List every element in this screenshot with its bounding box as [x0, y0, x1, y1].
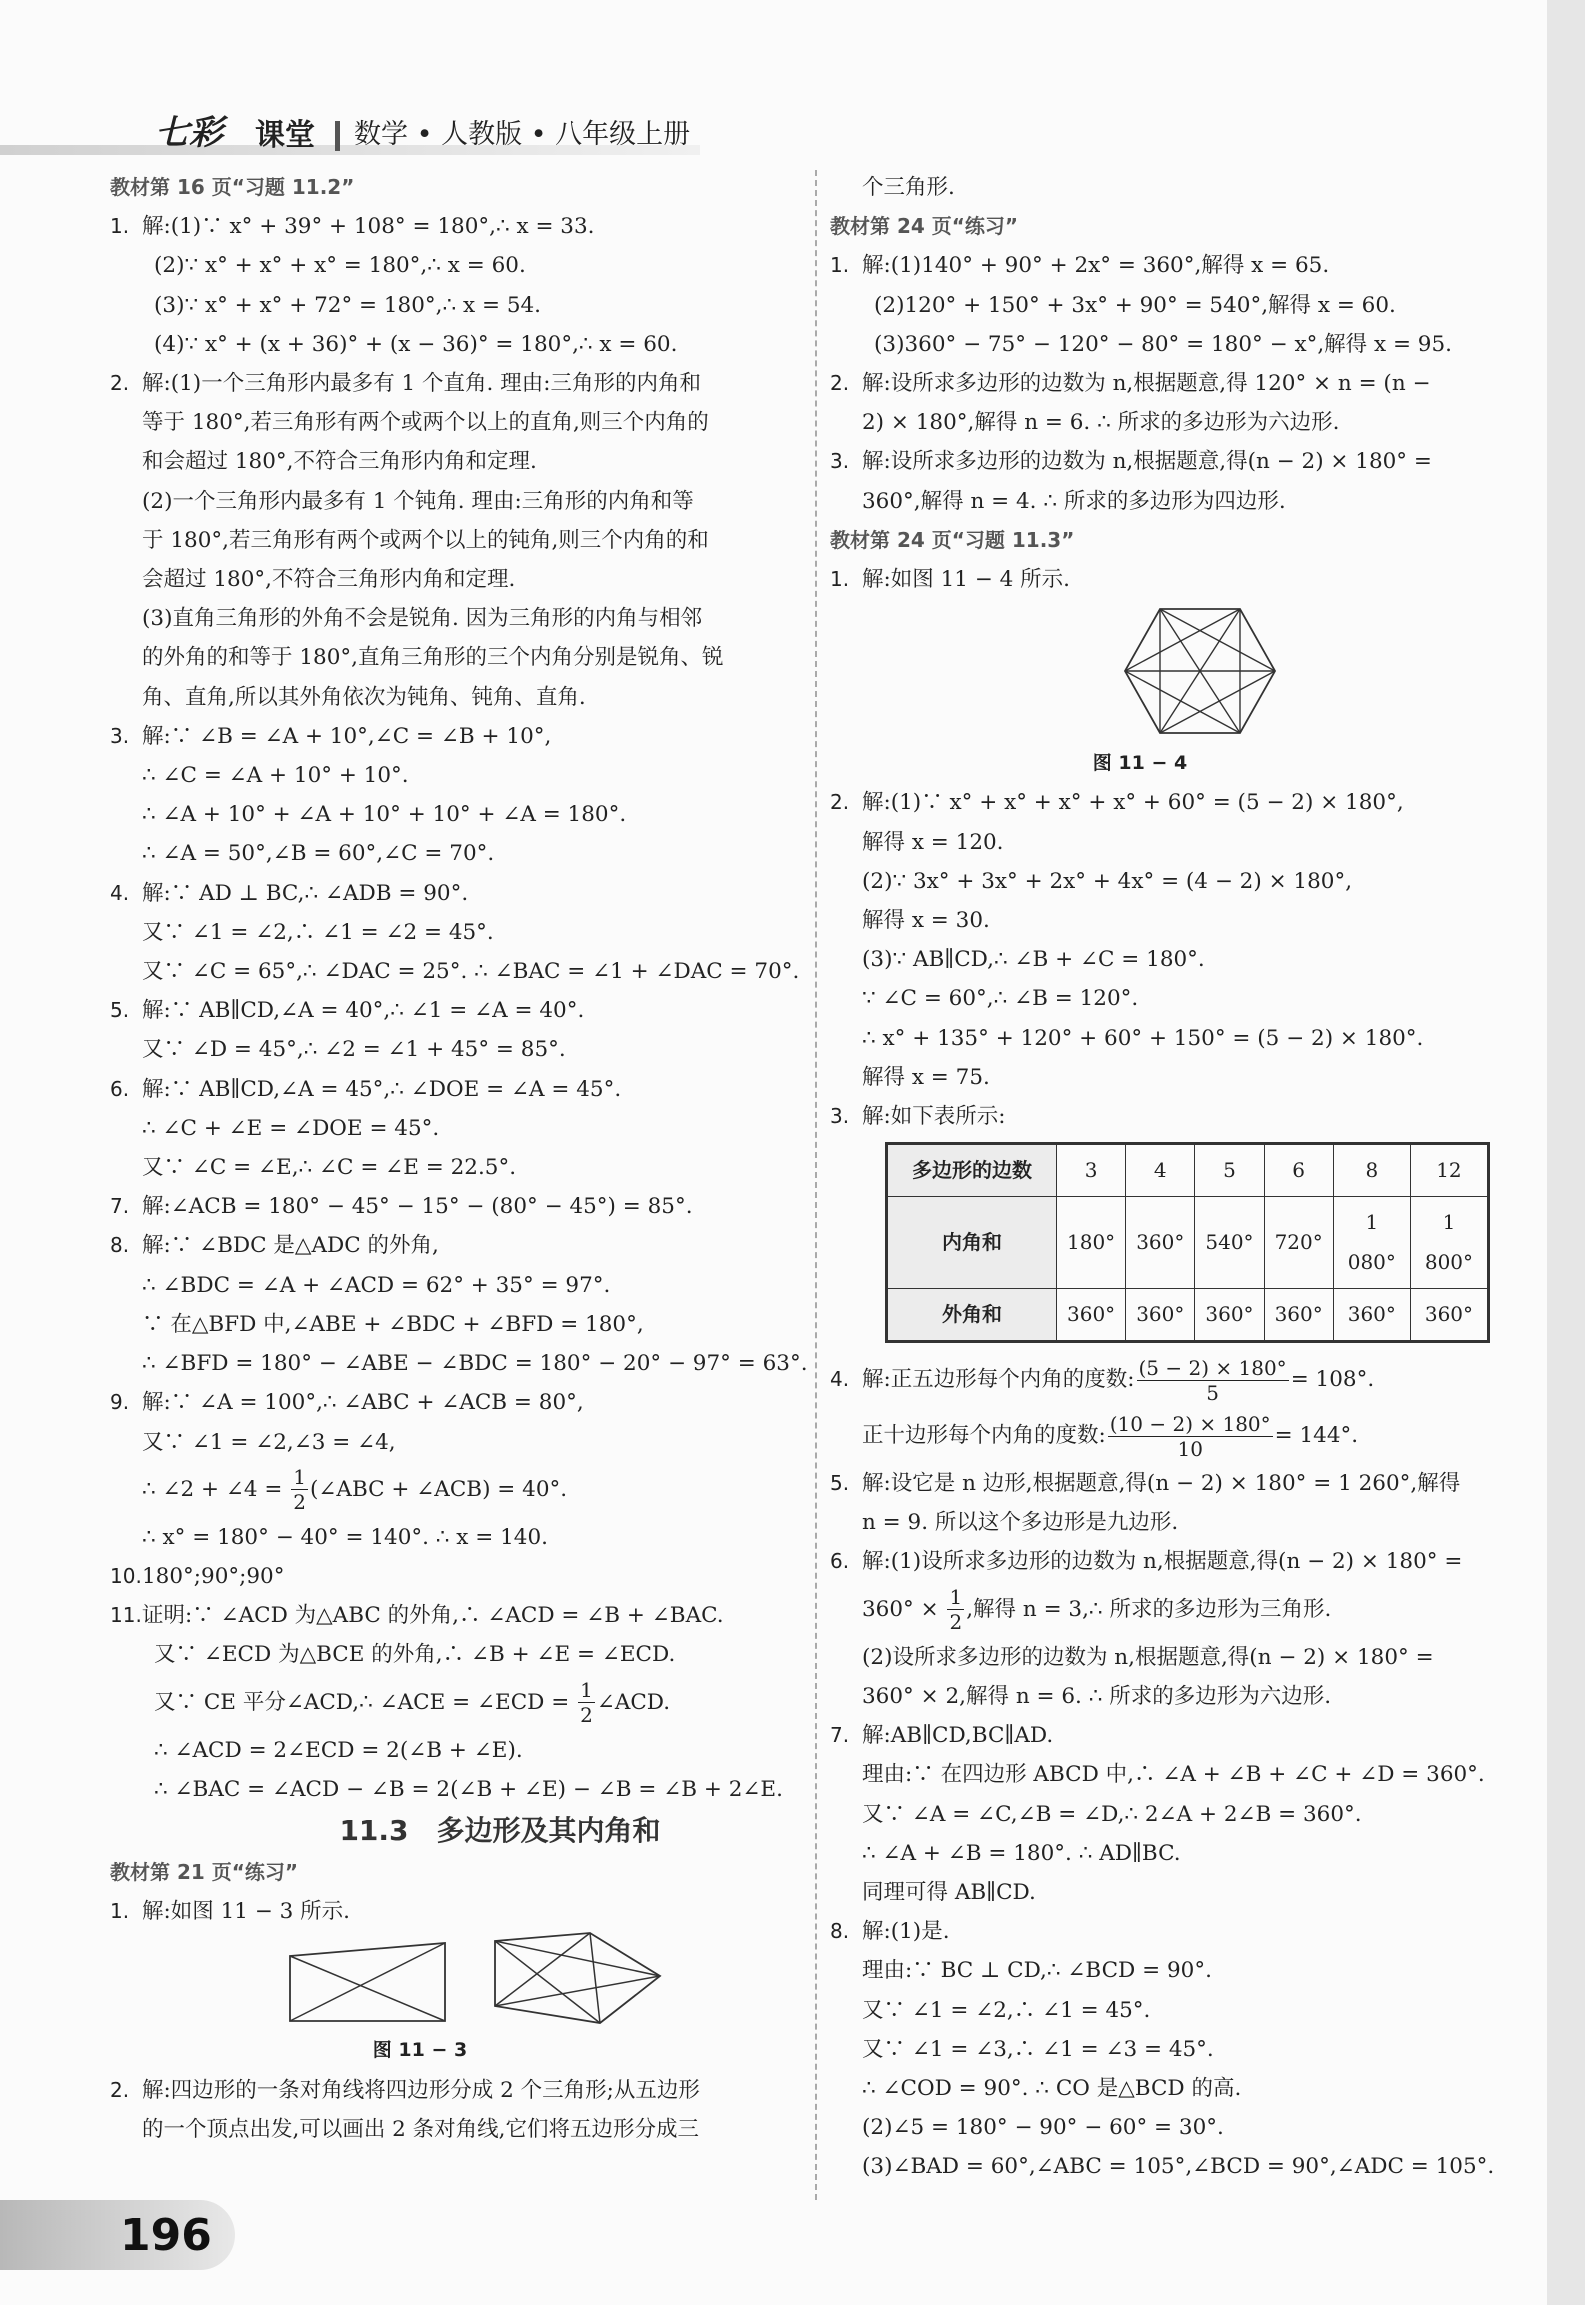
section-label: 教材第 21 页“练习” [110, 1859, 299, 1884]
table-cell: 内角和 [887, 1197, 1057, 1288]
answer-line: 2. 解:(1)一个三角形内最多有 1 个直角. 理由:三角形的内角和 [110, 371, 701, 397]
answer-line: ∵ ∠C = 60°,∴ ∠B = 120°. [862, 986, 1139, 1012]
answer-line: (2)∠5 = 180° − 90° − 60° = 30°. [862, 2115, 1224, 2141]
section-heading: 11.3 多边形及其内角和 [339, 1813, 661, 1847]
table-cell: 180° [1057, 1197, 1126, 1288]
answer-line: 理由:∵ 在四边形 ABCD 中,∴ ∠A + ∠B + ∠C + ∠D = 360°. [862, 1762, 1485, 1788]
answer-line: 又∵ ∠D = 45°,∴ ∠2 = ∠1 + 45° = 85°. [142, 1037, 566, 1063]
answer-line: (3)直角三角形的外角不会是锐角. 因为三角形的内角与相邻 [142, 606, 703, 632]
answer-line: 1. 解:(1)140° + 90° + 2x° = 360°,解得 x = 65. [830, 253, 1330, 279]
answer-line: ∴ ∠A = 50°,∠B = 60°,∠C = 70°. [142, 841, 495, 867]
header [0, 100, 720, 160]
answer-line: 7. 解:∠ACB = 180° − 45° − 15° − (80° − 45°) = 85°. [110, 1194, 693, 1220]
table-cell: 360° [1333, 1288, 1410, 1341]
answer-line: (2)∵ x° + x° + x° = 180°,∴ x = 60. [154, 253, 526, 279]
right-column [830, 168, 1495, 2187]
table-header-row [887, 1144, 1489, 1197]
answer-line: (2)∵ 3x° + 3x° + 2x° + 4x° = (4 − 2) × 180°, [862, 868, 1353, 894]
answer-line: 会超过 180°,不符合三角形内角和定理. [142, 567, 516, 593]
table-cell: 1 800° [1410, 1197, 1488, 1288]
answer-line: ∴ ∠C = ∠A + 10° + 10°. [142, 763, 409, 789]
answer-line: 8. 解:∵ ∠BDC 是△ADC 的外角, [110, 1233, 439, 1259]
answer-line: (2)设所求多边形的边数为 n,根据题意,得(n − 2) × 180° = [862, 1644, 1434, 1670]
answer-line: 角、直角,所以其外角依次为钝角、钝角、直角. [142, 684, 586, 710]
answer-line: 解得 x = 75. [862, 1064, 990, 1090]
table-cell: 720° [1264, 1197, 1333, 1288]
table-cell: 3 [1057, 1144, 1126, 1197]
answer-line: 360° × $\frac{1}{2}$ ,解得 n = 3,∴ 所求的多边形为三角形. [862, 1585, 1332, 1635]
answer-line: 8. 解:(1)是. [830, 1919, 950, 1945]
answer-line: 和会超过 180°,不符合三角形内角和定理. [142, 449, 537, 475]
answer-line: 又∵ ∠1 = ∠3,∴ ∠1 = ∠3 = 45°. [862, 2036, 1214, 2062]
answer-line: 1. 解:如图 11 − 4 所示. [830, 567, 1070, 593]
answer-line: ∴ ∠BDC = ∠A + ∠ACD = 62° + 35° = 97°. [142, 1272, 611, 1298]
answer-line: 又∵ CE 平分∠ACD,∴ ∠ACE = ∠ECD = $\frac{1}{2}$ ∠ACD. [154, 1678, 671, 1728]
answer-line: ∴ ∠BAC = ∠ACD − ∠B = 2(∠B + ∠E) − ∠B = ∠B + 2∠E. [154, 1776, 783, 1802]
figure-caption: 图 11 − 4 [1092, 752, 1188, 775]
table-row [887, 1197, 1489, 1288]
fraction: $\frac{(10 - 2) \times 180^\circ}{10}$ [1109, 1411, 1271, 1461]
answer-line: 解得 x = 120. [862, 829, 1004, 855]
answer-line: ∴ ∠2 + ∠4 = $\frac{1}{2}$ (∠ABC + ∠ACB) = 40°. [142, 1465, 568, 1515]
answer-line: (2)120° + 150° + 3x° + 90° = 540°,解得 x = 60. [874, 292, 1396, 318]
answer-line: ∴ ∠A + 10° + ∠A + 10° + 10° + ∠A = 180°. [142, 802, 627, 828]
answer-line: 10.180°;90°;90° [110, 1563, 285, 1589]
answer-line: (3)∠BAD = 60°,∠ABC = 105°,∠BCD = 90°,∠ADC = 105°. [862, 2154, 1495, 2180]
table-cell: 360° [1057, 1288, 1126, 1341]
answer-line: 又∵ ∠ECD 为△BCE 的外角,∴ ∠B + ∠E = ∠ECD. [154, 1642, 676, 1668]
table-cell: 外角和 [887, 1288, 1057, 1341]
brand-name: 课堂 [255, 118, 315, 153]
answer-line: 5. 解:∵ AB∥CD,∠A = 40°,∴ ∠1 = ∠A = 40°. [110, 998, 585, 1024]
polygon-angle-table [885, 1142, 1490, 1343]
quadrilateral-pentagon-diagram [280, 1931, 700, 2031]
answer-line: 6. 解:∵ AB∥CD,∠A = 45°,∴ ∠DOE = ∠A = 45°. [110, 1076, 622, 1102]
table-cell: 12 [1410, 1144, 1488, 1197]
answer-line: (3)∵ AB∥CD,∴ ∠B + ∠C = 180°. [862, 947, 1205, 973]
answer-line: 360°,解得 n = 4. ∴ 所求的多边形为四边形. [862, 488, 1286, 514]
answer-line: 4. 解:∵ AD ⊥ BC,∴ ∠ADB = 90°. [110, 880, 469, 906]
answer-line: 6. 解:(1)设所求多边形的边数为 n,根据题意,得(n − 2) × 180° = [830, 1549, 1463, 1575]
fraction: $\frac{1}{2}$ [293, 1465, 307, 1515]
table-cell: 8 [1333, 1144, 1410, 1197]
table-cell: 360° [1264, 1288, 1333, 1341]
table-row [887, 1288, 1489, 1341]
table-cell: 多边形的边数 [887, 1144, 1057, 1197]
fraction: $\frac{1}{2}$ [580, 1678, 593, 1728]
answer-line: 3. 解:设所求多边形的边数为 n,根据题意,得(n − 2) × 180° = [830, 449, 1432, 475]
answer-line: ∴ ∠A + ∠B = 180°. ∴ AD∥BC. [862, 1840, 1181, 1866]
table-cell: 4 [1126, 1144, 1195, 1197]
answer-line: 又∵ ∠C = 65°,∴ ∠DAC = 25°. ∴ ∠BAC = ∠1 + ∠DAC = 70°. [142, 959, 800, 985]
table-cell: 5 [1195, 1144, 1264, 1197]
column-divider [815, 170, 817, 2200]
answer-line: 2) × 180°,解得 n = 6. ∴ 所求的多边形为六边形. [862, 410, 1340, 436]
answer-line: 2. 解:(1)∵ x° + x° + x° + x° + 60° = (5 − 2) × 180°, [830, 790, 1404, 816]
table-cell: 360° [1126, 1288, 1195, 1341]
answer-line: ∴ ∠BFD = 180° − ∠ABE − ∠BDC = 180° − 20° − 97° = 63°. [142, 1351, 808, 1377]
answer-line: 又∵ ∠1 = ∠2,∠3 = ∠4, [142, 1429, 396, 1455]
answer-line: (2)一个三角形内最多有 1 个钝角. 理由:三角形的内角和等 [142, 488, 694, 514]
answer-line: (3)∵ x° + x° + 72° = 180°,∴ x = 54. [154, 292, 542, 318]
subtitle-text: 数学 • 人教版 • 八年级上册 [354, 119, 691, 150]
answer-line: ∴ ∠COD = 90°. ∴ CO 是△BCD 的高. [862, 2075, 1242, 2101]
figure-caption: 图 11 − 3 [372, 2039, 468, 2062]
answer-line: 个三角形. [862, 175, 955, 200]
table-cell: 6 [1264, 1144, 1333, 1197]
brand-logo: 七彩 [155, 113, 223, 153]
answer-line: (4)∵ x° + (x + 36)° + (x − 36)° = 180°,∴ x = 60. [154, 331, 678, 357]
answer-line: 于 180°,若三角形有两个或两个以上的钝角,则三个内角的和 [142, 527, 709, 553]
answer-line: 又∵ ∠1 = ∠2,∴ ∠1 = ∠2 = 45°. [142, 919, 494, 945]
figure-11-3 [110, 1931, 810, 2031]
answer-line: ∴ x° = 180° − 40° = 140°. ∴ x = 140. [142, 1524, 548, 1550]
section-label: 教材第 24 页“习题 11.3” [830, 527, 1075, 552]
answer-line: 2. 解:设所求多边形的边数为 n,根据题意,得 120° × n = (n − [830, 371, 1431, 397]
separator [335, 121, 340, 151]
answer-line: n = 9. 所以这个多边形是九边形. [862, 1510, 1179, 1536]
page-number-tab [0, 2200, 235, 2270]
answer-line: 360° × 2,解得 n = 6. ∴ 所求的多边形为六边形. [862, 1683, 1332, 1709]
table-cell: 360° [1410, 1288, 1488, 1341]
answer-line: 的一个顶点出发,可以画出 2 条对角线,它们将五边形分成三 [142, 2116, 700, 2142]
left-column [110, 168, 810, 2149]
answer-line: 理由:∵ BC ⊥ CD,∴ ∠BCD = 90°. [862, 1958, 1212, 1984]
answer-line: 等于 180°,若三角形有两个或两个以上的直角,则三个内角的 [142, 410, 709, 436]
book-subtitle [335, 112, 690, 151]
answer-line: 3. 解:∵ ∠B = ∠A + 10°,∠C = ∠B + 10°, [110, 723, 552, 749]
answer-line: 解得 x = 30. [862, 908, 990, 934]
hexagon-diagonals-diagram [1115, 601, 1285, 741]
fraction: $\frac{1}{2}$ [949, 1585, 963, 1635]
answer-line: 4. 解:正五边形每个内角的度数: $\frac{(5 - 2) \times 180^\circ}{5}$ = 108°. [830, 1355, 1375, 1405]
fraction: $\frac{(5 - 2) \times 180^\circ}{5}$ [1138, 1355, 1287, 1405]
answer-line: 的外角的和等于 180°,直角三角形的三个内角分别是锐角、锐 [142, 645, 724, 671]
answer-line: ∵ 在△BFD 中,∠ABE + ∠BDC + ∠BFD = 180°, [142, 1311, 644, 1337]
answer-line: 2. 解:四边形的一条对角线将四边形分成 2 个三角形;从五边形 [110, 2077, 700, 2103]
answer-line: 1. 解:如图 11 − 3 所示. [110, 1899, 350, 1925]
section-label: 教材第 16 页“习题 11.2” [110, 175, 355, 199]
answer-line: 又∵ ∠C = ∠E,∴ ∠C = ∠E = 22.5°. [142, 1155, 517, 1181]
answer-line: ∴ ∠C + ∠E = ∠DOE = 45°. [142, 1115, 440, 1141]
table-cell: 360° [1195, 1288, 1264, 1341]
answer-line: 正十边形每个内角的度数: $\frac{(10 - 2) \times 180^\circ}{10}$ = 144°. [862, 1411, 1359, 1461]
answer-line: 9. 解:∵ ∠A = 100°,∴ ∠ABC + ∠ACB = 80°, [110, 1390, 584, 1416]
answer-line: 又∵ ∠1 = ∠2,∴ ∠1 = 45°. [862, 1997, 1151, 2023]
page-number: 196 [120, 2210, 212, 2261]
answer-line: (3)360° − 75° − 120° − 80° = 180° − x°,解得 x = 95. [874, 331, 1452, 357]
answer-line: 又∵ ∠A = ∠C,∠B = ∠D,∴ 2∠A + 2∠B = 360°. [862, 1801, 1362, 1827]
table-cell: 360° [1126, 1197, 1195, 1288]
item-number: 1. [110, 214, 130, 239]
answer-line: 11.证明:∵ ∠ACD 为△ABC 的外角,∴ ∠ACD = ∠B + ∠BAC. [110, 1603, 724, 1629]
answer-line: ∴ ∠ACD = 2∠ECD = 2(∠B + ∠E). [154, 1737, 523, 1763]
answer-line: 7. 解:AB∥CD,BC∥AD. [830, 1723, 1054, 1749]
answer-line: ∴ x° + 135° + 120° + 60° + 150° = (5 − 2) × 180°. [862, 1025, 1424, 1051]
section-label: 教材第 24 页“练习” [830, 214, 1019, 239]
answer-line: 1. 解:(1)∵ x° + 39° + 108° = 180°,∴ x = 33. [110, 207, 810, 246]
table-cell: 540° [1195, 1197, 1264, 1288]
answer-line: 同理可得 AB∥CD. [862, 1879, 1036, 1905]
answer-line: 5. 解:设它是 n 边形,根据题意,得(n − 2) × 180° = 1 260°,解得 [830, 1471, 1461, 1497]
answer-line: 3. 解:如下表所示: [830, 1104, 1006, 1130]
figure-11-4 [830, 599, 1490, 744]
table-cell: 1 080° [1333, 1197, 1410, 1288]
right-margin-strip [1547, 0, 1585, 2305]
